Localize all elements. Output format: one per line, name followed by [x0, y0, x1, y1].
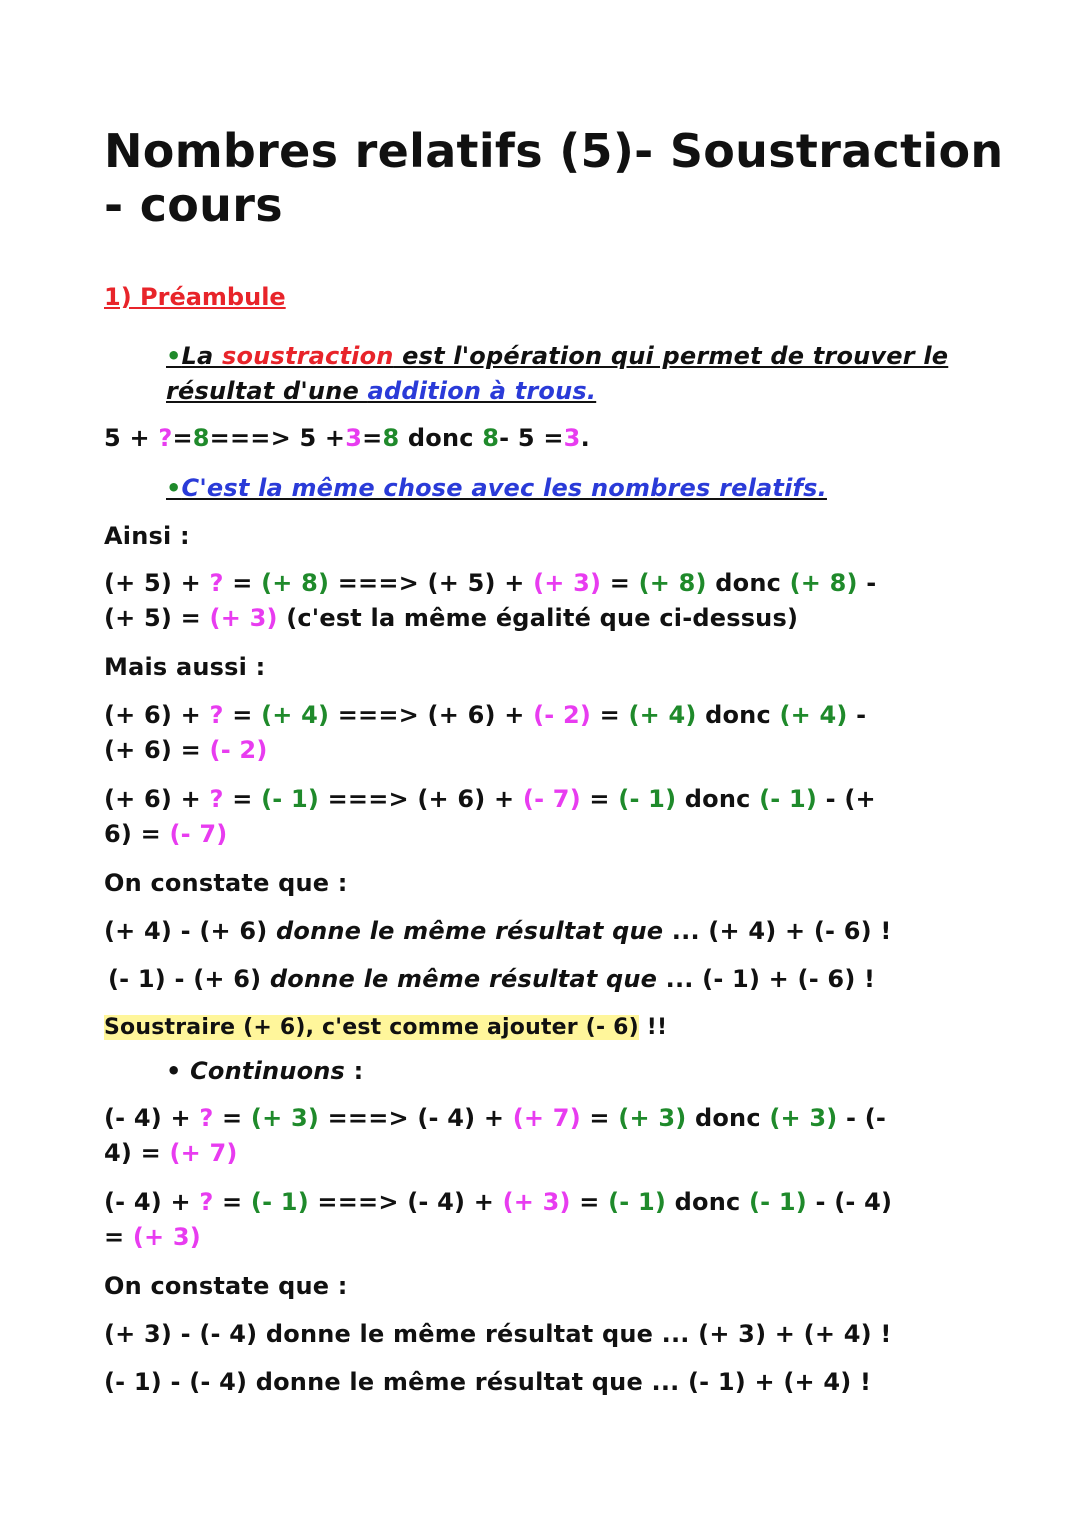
text-fragment: (+ 8) — [789, 569, 858, 597]
text-fragment: 8 — [382, 424, 400, 452]
text-fragment: (- 1) — [618, 785, 677, 813]
text-fragment: - — [857, 569, 877, 597]
text-fragment: ... (- 1) + (- 6) ! — [657, 965, 876, 993]
text-fragment: • — [166, 1057, 182, 1085]
page-title — [104, 124, 1003, 232]
text-fragment: (+ 7) — [169, 1139, 238, 1167]
section-heading-preambule: 1) Préambule — [104, 283, 286, 311]
text-fragment: (- 1) — [749, 1188, 807, 1216]
text-fragment: = — [213, 1104, 251, 1132]
label-ainsi: Ainsi : — [104, 522, 190, 550]
text-fragment: - — [847, 701, 867, 729]
equation-e — [104, 1185, 892, 1255]
text-fragment: 8 — [482, 424, 500, 452]
text-fragment: (+ 3) — [250, 1104, 320, 1132]
result-line-3: (+ 3) - (- 4) donne le même résultat que ... (+ 3) + (+ 4) ! — [104, 1320, 892, 1348]
text-fragment: (+ 4) - (+ 6) — [104, 917, 277, 945]
text-fragment: La — [181, 342, 222, 370]
text-fragment: (+ 4) — [628, 701, 697, 729]
text-fragment: donc — [666, 1188, 749, 1216]
text-fragment: (c'est la même égalité que ci-dessus) — [277, 604, 799, 632]
text-fragment: ===> 5 + — [209, 424, 346, 452]
text-fragment: ? — [158, 424, 173, 452]
text-fragment: (+ 3) — [132, 1223, 201, 1251]
word-addition-a-trous: addition à trous. — [367, 377, 597, 405]
text-fragment: - (- — [837, 1104, 887, 1132]
text-fragment: (+ 8) — [638, 569, 707, 597]
text-fragment: est l'opération qui permet de trouver le — [393, 342, 949, 370]
text-fragment: (- 1) — [759, 785, 818, 813]
equation-d — [104, 1101, 886, 1171]
text-fragment: (- 2) — [209, 736, 268, 764]
text-fragment: 4) = — [104, 1139, 170, 1167]
text-fragment: donc — [399, 424, 483, 452]
text-fragment: ? — [199, 1104, 214, 1132]
text-fragment: (+ 3) — [209, 604, 278, 632]
text-fragment: (+ 5) + — [104, 569, 210, 597]
result-line-1 — [104, 914, 892, 949]
equation-b — [104, 698, 866, 768]
text-fragment: donc — [676, 785, 760, 813]
text-fragment: • — [166, 474, 182, 502]
text-fragment: 6) = — [104, 820, 170, 848]
text-fragment: (+ 3) — [769, 1104, 838, 1132]
text-fragment: donc — [696, 701, 780, 729]
text-fragment: ... (+ 4) + (- 6) ! — [663, 917, 892, 945]
text-fragment: : — [345, 1057, 364, 1085]
text-fragment: Continuons — [190, 1057, 346, 1085]
text-fragment: donne le même résultat que — [276, 917, 664, 945]
equation-c — [104, 782, 876, 852]
text-fragment: = — [570, 1188, 609, 1216]
text-fragment: (- 4) + — [104, 1188, 200, 1216]
text-fragment: = — [591, 701, 629, 729]
title-line-2: - cours — [104, 178, 283, 232]
label-on-constate-1: On constate que : — [104, 869, 348, 897]
text-fragment: ? — [209, 785, 224, 813]
label-mais-aussi: Mais aussi : — [104, 653, 266, 681]
word-soustraction: soustraction — [222, 342, 394, 370]
equation-a — [104, 566, 876, 636]
text-fragment: = — [601, 569, 639, 597]
text-fragment: (+ 3) — [533, 569, 602, 597]
text-fragment: ? — [209, 569, 224, 597]
text-fragment: - 5 = — [499, 424, 564, 452]
text-fragment: 3 — [563, 424, 581, 452]
text-fragment: ===> (- 4) + — [319, 1104, 513, 1132]
text-fragment: ===> (+ 5) + — [329, 569, 534, 597]
text-fragment: (- 1) — [261, 785, 320, 813]
label-on-constate-2: On constate que : — [104, 1272, 348, 1300]
text-fragment: (+ 6) = — [104, 736, 210, 764]
text-fragment: donc — [686, 1104, 770, 1132]
text-fragment: !! — [638, 1015, 668, 1040]
rule-highlight — [104, 1010, 667, 1045]
text-fragment: (+ 6) + — [104, 785, 210, 813]
text-fragment: = — [213, 1188, 251, 1216]
text-fragment: (- 7) — [522, 785, 581, 813]
text-fragment: (+ 6) + — [104, 701, 210, 729]
example-natural-numbers — [104, 421, 590, 456]
text-fragment: ===> (- 4) + — [308, 1188, 503, 1216]
text-fragment: ? — [209, 701, 224, 729]
text-fragment: donne le même résultat que — [269, 965, 658, 993]
text-fragment: = — [223, 569, 262, 597]
text-fragment: = — [223, 785, 262, 813]
text-fragment: C'est la même chose avec les nombres relatifs. — [181, 474, 827, 502]
bullet-dot: • — [166, 342, 182, 370]
text-fragment: (- 1) - (+ 6) — [108, 965, 270, 993]
text-fragment: (+ 5) = — [104, 604, 210, 632]
result-line-4: (- 1) - (- 4) donne le même résultat que ... (- 1) + (+ 4) ! — [104, 1368, 872, 1396]
text-fragment: (+ 7) — [512, 1104, 581, 1132]
text-fragment: (- 4) + — [104, 1104, 200, 1132]
text-fragment: ===> (+ 6) + — [319, 785, 523, 813]
text-fragment: 8 — [192, 424, 210, 452]
text-fragment: (- 7) — [169, 820, 228, 848]
text-fragment: ? — [199, 1188, 214, 1216]
text-fragment: 5 + — [104, 424, 159, 452]
text-fragment: (+ 3) — [502, 1188, 571, 1216]
text-fragment: = — [362, 424, 383, 452]
text-fragment: (- 1) — [608, 1188, 667, 1216]
text-fragment: (- 1) — [250, 1188, 309, 1216]
result-line-2 — [108, 962, 875, 997]
text-fragment: (+ 4) — [261, 701, 330, 729]
title-line-1: Nombres relatifs (5)- Soustraction — [104, 124, 1004, 178]
text-fragment: donc — [706, 569, 790, 597]
text-fragment: = — [580, 785, 619, 813]
bullet-same-with-relatives — [166, 471, 827, 506]
text-fragment: résultat d'une — [166, 377, 368, 405]
text-fragment: = — [172, 424, 193, 452]
text-fragment: (+ 3) — [618, 1104, 687, 1132]
text-fragment: (+ 8) — [261, 569, 330, 597]
text-fragment: - (+ — [817, 785, 876, 813]
bullet-continuons — [166, 1054, 363, 1089]
text-fragment: . — [580, 424, 590, 452]
text-fragment: 3 — [345, 424, 363, 452]
text-fragment: - (- 4) — [806, 1188, 893, 1216]
text-fragment: = — [580, 1104, 619, 1132]
text-fragment: = — [223, 701, 262, 729]
highlighted-rule: Soustraire (+ 6), c'est comme ajouter (- 6) — [104, 1015, 639, 1040]
text-fragment: (- 2) — [533, 701, 592, 729]
text-fragment: ===> (+ 6) + — [329, 701, 534, 729]
bullet-definition — [166, 339, 948, 409]
text-fragment: = — [104, 1223, 133, 1251]
text-fragment: (+ 4) — [779, 701, 848, 729]
